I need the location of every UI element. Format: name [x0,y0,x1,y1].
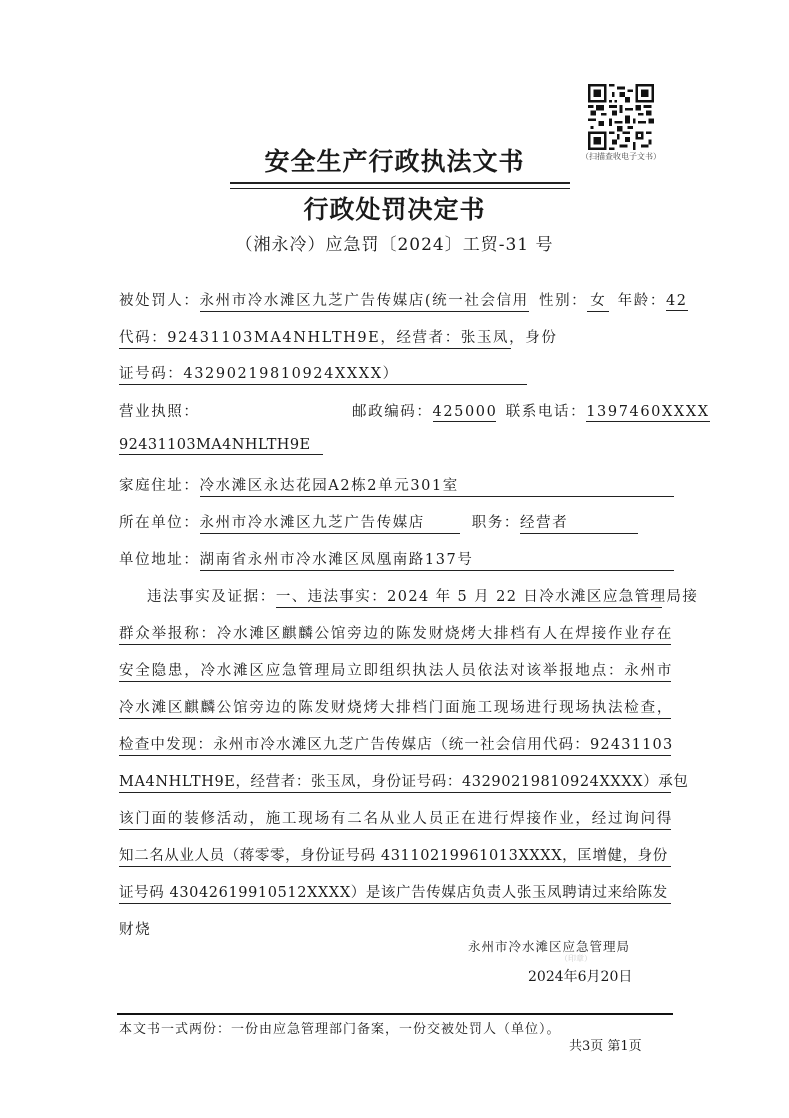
facts-line: 证号码 43042619910512XXXX）是该广告传媒店负责人张玉凤聘请过来给陈发 [119,881,671,904]
facts-tail-text: 财烧 [119,922,152,938]
facts-line: 冷水滩区麒麟公馆旁边的陈发财烧烤大排档门面施工现场进行现场执法检查， [119,696,671,719]
facts-line-2 [119,622,674,645]
facts-row-1 [147,585,699,608]
facts-line-6 [119,770,689,793]
facts-line: 检查中发现：永州市冷水滩区九芝广告传媒店（统一社会信用代码：92431103 [119,733,671,756]
facts-line-7 [119,807,674,830]
facts-line-3 [119,659,674,682]
license-value-row [119,437,323,455]
home-address-label: 家庭住址： [119,478,200,494]
qr-code-icon [588,84,654,150]
gender-label: 性别： [538,293,588,309]
age-label: 年龄： [617,293,666,309]
postal-value: 425000 [432,404,498,420]
facts-line: 该门面的装修活动，施工现场有二名从业人员正在进行焊接作业，经过询问得 [119,807,671,830]
issue-date: 2024年6月20日 [528,969,633,985]
punished-id-value: 证号码：43290219810924XXXX） [119,362,527,385]
facts-line-8 [119,844,671,867]
punished-value: 永州市冷水滩区九芝广告传媒店(统一社会信用 [200,289,529,312]
document-title: 行政处罚决定书 [303,195,486,224]
facts-line: 知二名从业人员（蒋零零，身份证号码 43110219961013XXXX，匡增健，身份 [119,844,671,867]
contact-row [352,400,710,422]
facts-line: 一、违法事实：2024 年 5 月 22 日冷水滩区应急管理局接 [276,585,662,608]
facts-line: 群众举报称：冷水滩区麒麟公馆旁边的陈发财烧烤大排档有人在焊接作业存在 [119,622,671,645]
license-value: 92431103MA4NHLTH9E [119,437,323,455]
title-divider [230,182,570,189]
employer-label: 所在单位： [119,515,200,531]
facts-label: 违法事实及证据： [147,589,276,605]
facts-line-4 [119,696,674,719]
license-label: 营业执照： [119,404,200,420]
facts-line: 安全隐患，冷水滩区应急管理局立即组织执法人员依法对该举报地点：永州市 [119,659,671,682]
postal-label: 邮政编码： [352,404,433,420]
seal-placeholder: （印章） [560,954,592,963]
employer-row [119,511,638,534]
position-label: 职务： [471,515,521,531]
gender-value: 女 [587,289,609,312]
copies-note: 本文书一式两份：一份由应急管理部门备案，一份交被处罚人（单位）。 [119,1022,561,1037]
punished-party-row-3 [119,362,527,385]
facts-tail [119,918,671,939]
issuing-agency: 永州市冷水滩区应急管理局 [468,939,631,954]
phone-value: 1397460XXXX [586,404,710,420]
age-value: 42 [665,293,688,309]
license-row [119,400,200,421]
punished-party-row-2 [119,326,558,349]
employer-address-row [119,548,674,571]
home-address-value: 冷水滩区永达花园A2栋2单元301室 [200,474,674,497]
facts-line: MA4NHLTH9E，经营者：张玉凤，身份证号码：43290219810924XXXX）承包 [119,770,671,793]
position-value: 经营者 [520,511,638,534]
punished-label: 被处罚人： [119,293,200,309]
footer-divider [117,1013,673,1015]
employer-address-value: 湖南省永州市冷水滩区凤凰南路137号 [200,548,674,571]
phone-label: 联系电话： [505,404,587,420]
employer-value: 永州市冷水滩区九芝广告传媒店 [200,511,460,534]
document-number: （湘永冷）应急罚〔2024〕工贸-31 号 [235,235,554,255]
facts-line-9 [119,881,671,904]
facts-line-5 [119,733,674,756]
qr-caption: （扫描查收电子文书） [581,152,661,161]
category-title: 安全生产行政执法文书 [264,147,525,176]
punished-party-row [119,289,688,312]
employer-address-label: 单位地址： [119,552,200,568]
page-indicator: 共3页 第1页 [569,1039,642,1054]
home-address-row [119,474,674,497]
punished-value-continued: 代码：92431103MA4NHLTH9E，经营者：张玉凤，身份 [119,326,511,349]
